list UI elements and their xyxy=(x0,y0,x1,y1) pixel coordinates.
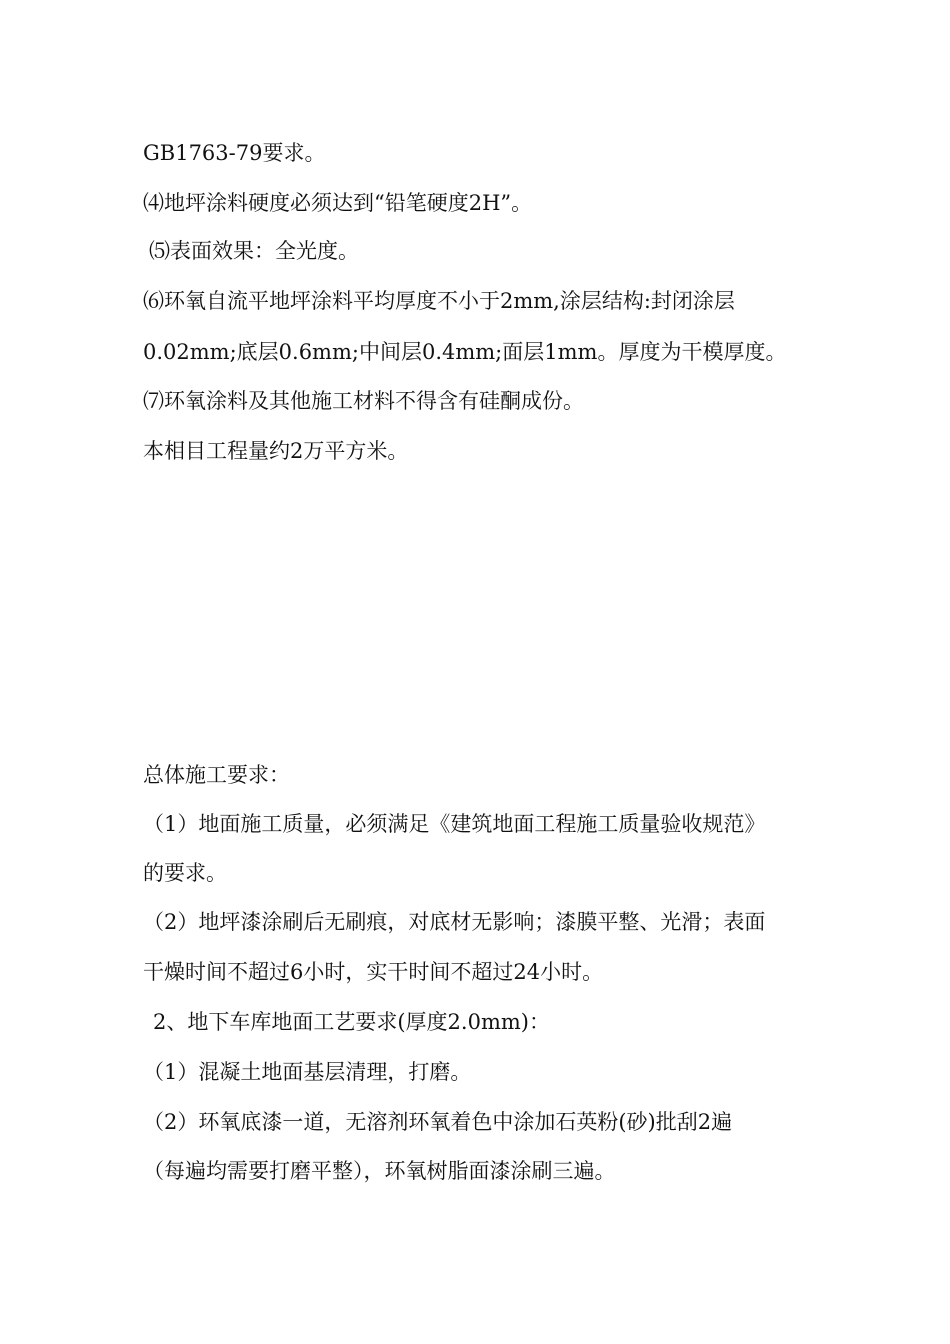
text-line: ⑹环氧自流平地坪涂料平均厚度不小于2mm,涂层结构:封闭涂层 xyxy=(143,289,735,313)
text-line: ⑸表面效果：全光度。 xyxy=(149,239,359,263)
text-line: （每遍均需要打磨平整），环氧树脂面漆涂刷三遍。 xyxy=(143,1159,616,1183)
text-line: （2）地坪漆涂刷后无刷痕，对底材无影响；漆膜平整、光滑；表面 xyxy=(143,910,766,934)
text-line: （2）环氧底漆一道，无溶剂环氧着色中涂加石英粉(砂)批刮2遍 xyxy=(143,1110,733,1134)
text-line: 本相目工程量约2万平方米。 xyxy=(143,439,409,463)
text-line: 干燥时间不超过6小时，实干时间不超过24小时。 xyxy=(143,960,604,984)
text-line: ⑷地坪涂料硬度必须达到“铅笔硬度2H”。 xyxy=(143,191,533,215)
text-line: （1）混凝土地面基层清理，打磨。 xyxy=(143,1060,472,1084)
text-line: GB1763-79要求。 xyxy=(143,141,326,165)
section-heading: 总体施工要求： xyxy=(143,763,290,787)
text-line: ⑺环氧涂料及其他施工材料不得含有硅酮成份。 xyxy=(143,389,584,413)
text-line: 0.02mm;底层0.6mm;中间层0.4mm;面层1mm。厚度为干模厚度。 xyxy=(143,340,787,364)
text-line: 的要求。 xyxy=(143,861,227,885)
text-line: （1）地面施工质量，必须满足《建筑地面工程施工质量验收规范》 xyxy=(143,812,766,836)
text-line: 2、地下车库地面工艺要求(厚度2.0mm)： xyxy=(153,1010,550,1034)
